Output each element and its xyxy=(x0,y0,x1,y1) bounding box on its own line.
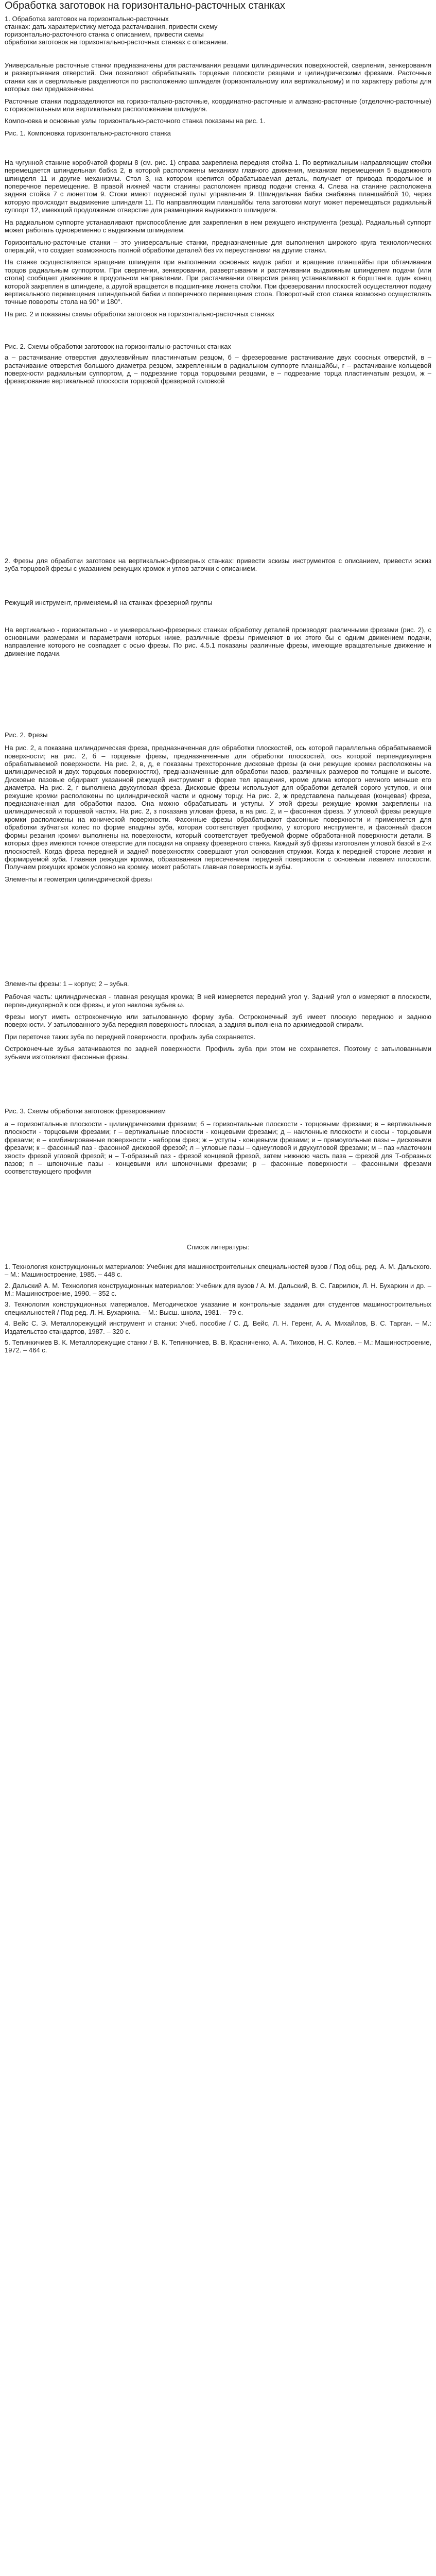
figure-5-placeholder xyxy=(5,1065,431,1107)
question-1 xyxy=(5,15,431,46)
paragraph: Горизонтально-расточные станки – это универсальные станки, предназначенные для выполнения широкого круга технологических операций, что создает возможность полной обработки деталей без их переустановки на другие станки. xyxy=(5,238,431,254)
paragraph: На радиальном суппорте устанавливают приспособление для закрепления в нем режущего инструмента (резца). Радиальный суппорт может работать одновременно с выдвижным шпинделем. xyxy=(5,218,431,234)
figure-4-placeholder xyxy=(5,887,431,980)
figure-caption: Рис. 1. Компоновка горизонтально-расточного станка xyxy=(5,129,171,137)
reference-item: 3. Технология конструкционных материалов. Методическое указание и контрольные задания для студентов машиностроительных специальностей / Под ред. Л. Н. Бухаркина. – М.: Высш. школа, 1981. – 79 с. xyxy=(5,1300,431,1316)
paragraph: На рис. 2, а показана цилиндрическая фреза, предназначенная для обработки плоскостей, ось которой параллельна обрабатываемой поверхности; на рис. 2, б – торцевые фрезы, предназначенные для обработки плоскостей, ось которой перпендикулярна обрабатываемой поверхности. На рис. 2, в, д, е показаны трехсторонние дисковые фрезы (а они режущие кромки расположены на цилиндрической и двух торцовых поверхностях), предназначенные для обработки пазов, различных размеров по толщине и высоте. Дисковые пазовые обдирают указанной режущей инструмент в форме тел вращения, кроме длина которого немного меньше его диаметра. На рис. 2, г выполнена двухугловая фреза. Дисковые фрезы используют для обработки деталей сорого уступов, и они режущие кромки расположены по цилиндрической части и одному торцу. На рис. 2, ж представлена пальцевая (концевая) фреза, предназначенная для обработки пазов. Она можно обрабатывать и уступы. У этой фрезы режущие кромки закреплены на цилиндрической и торцевой частях. На рис. 2, з показана угловая фреза, а на рис. 2, и – фасонная фреза. У угловой фрезы режущие кромки расположены на конической поверхности. Фасонные фрезы обрабатывают фасонные поверхности и применяется для обработки зубчатых колес по форме впадины зуба, которая соответствует профилю, у которого инструменте, и фасонный фасон формы резания кромки выполнены на поверхности, который соответствует требуемой форме обработанной поверхности детали. В которых фрез имеются точное отверстие для посадки на оправку фрезерного станка. Каждый зуб фрезы изготовлен угловой базой в 2-х плоскостей. Когда фреза передней и задней поверхностях совершают угол основания стружки. Когда к передней стороне лезвия и формируемой зуба. Главная режущая кромка, образованная пересечением передней поверхности с основным лезвием плоскости. Получаем режущих кромок условно на кромку, может работать главная поверхность и зубы. xyxy=(5,744,431,871)
paragraph: а – горизонтальные плоскости - цилиндрическими фрезами; б – горизонтальные плоскости - торцовыми фрезами; в – вертикальные плоскости - торцовыми фрезами; г – вертикальные плоскости - концевыми фрезами; д – наклонные плоскости и скосы - торцовыми фрезами; е – комбинированные поверхности - набором фрез; ж – уступы - концевыми фрезами; и – прямоугольные пазы – дисковыми фрезами; к – фасонный паз - фасонной дисковой фрезой; л – угловые пазы – однеугловой и двухугловой фрезами; м – паз «ласточкин хвост» фрезой угловой фрезой; н – Т-образный паз - фрезой концевой фрезой, затем нижнюю часть паза – фрезой для Т-образных пазов; п – шпоночные пазы - концевыми или шпоночными фрезами; р – фасонные поверхности – фасонными фрезами соответствующего профиля xyxy=(5,1120,431,1176)
paragraph: На станке осуществляется вращение шпинделя при выполнении основных видов работ и вращение планшайбы при обтачивании торцов радиальным суппортом. При сверлении, зенкеровании, развертывании и растачивании выдвижным шпинделем подачи (или стола) сообщает движение в продольном направлении. При растачивании отверстия резец устанавливают в борштанге, один конец которой закреплен в шпинделе, а другой вращается в подшипнике люнета стойки. При фрезеровании плоскостей осуществляют подачу вертикального перемещения шпиндельной бабки и поперечного перемещения стола. Поворотный стол станка возможно осуществлять точные повороты стола на 90° и 180°. xyxy=(5,258,431,306)
section-1-body-2 xyxy=(5,159,431,318)
figure-caption: Элементы фрезы: 1 – корпус; 2 – зубья. xyxy=(5,980,129,988)
question-2: 2. Фрезы для обработки заготовок на вертикально-фрезерных станках: привести эскизы инструментов с описанием, привести эскиз зуба торцовой фрезы с указанием режущих кромок и углов заточки с описанием. xyxy=(5,556,431,573)
paragraph: Остроконечные зубья затачиваются по задней поверхности. Профиль зуба при этом не сохраняется. Поэтому с затылованными зубьями изготовляют фасонные фрезы. xyxy=(5,1045,431,1061)
figure-caption: Рис. 2. Фрезы xyxy=(5,731,48,739)
paragraph: На вертикально - горизонтально - и универсально-фрезерных станках обработку деталей производят различными фрезами (рис. 2), с основными размерами и параметрами которых ниже, различные фрезы применяют в их этого бы с одним движением подачи, направление которого не совпадает с осью фрезы. По рис. 4.5.1 показаны различные фрезы, имеющие вращательные движение и движение подачи. xyxy=(5,625,431,657)
blank-space xyxy=(5,1180,431,1236)
references-title: Список литературы: xyxy=(186,1243,250,1251)
section-heading: Режущий инструмент, применяемый на станках фрезерной группы xyxy=(5,598,213,606)
figure-2-placeholder xyxy=(5,322,431,343)
paragraph: При переточке таких зуба по передней поверхности, профиль зуба сохраняется. xyxy=(5,1032,256,1041)
figure-caption: Рис. 2. Схемы обработки заготовок на горизонтально-расточных станках xyxy=(5,343,232,351)
paragraph: Элементы и геометрия цилиндрической фрезы xyxy=(5,875,152,883)
paragraph: Рабочая часть: цилиндрическая - главная режущая кромка; В ней измеряется передний угол γ. Задний угол α измеряют в плоскости, перпендикулярной к оси фрезы, и угол наклона зубьев ω. xyxy=(5,993,431,1009)
reference-item: 2. Дальский А. М. Технология конструкционных материалов: Учебник для вузов / А. М. Дальский, В. С. Гаврилюк, Л. Н. Бухаркин и др. – М.: Машиностроение, 1990. – 352 с. xyxy=(5,1281,431,1298)
reference-item: 4. Вейс С. Э. Металлорежущий инструмент и станки: Учеб. пособие / С. Д. Вейс, Л. Н. Геренг, А. А. Михайлов, В. С. Тарган. – М.: Издательство стандартов, 1987. – 320 с. xyxy=(5,1319,431,1335)
section-1-body xyxy=(5,61,431,125)
paragraph: Универсальные расточные станки предназначены для растачивания резцами цилиндрических поверхностей, сверления, зенкерования и развертывания отверстий. Они позволяют обрабатывать торцевые плоскости резцами и цилиндрическими фрезами. Расточные станки как и сверлильные разделяются по расположению шпинделя (горизонтальному или вертикальному) и по характеру работы для которых они предназначены. xyxy=(5,61,431,93)
question-line: 1. Обработка заготовок на горизонтально-расточных xyxy=(5,15,169,23)
references-list xyxy=(5,1263,431,1354)
figure-1-placeholder xyxy=(5,137,431,159)
question-line: горизонтально-расточного станка с описанием, привести схемы xyxy=(5,30,204,38)
page-title: Обработка заготовок на горизонтально-расточных станках xyxy=(5,0,285,11)
question-line: обработки заготовок на горизонтально-расточных станках с описанием. xyxy=(5,38,229,46)
reference-item: 5. Тепинкичиев В. К. Металлорежущие станки / В. К. Тепинкичиев, В. В. Красниченко, А. А. Тихонов, Н. С. Колев. – М.: Машиностроение, 1972. – 464 с. xyxy=(5,1338,431,1354)
paragraph: Расточные станки подразделяются на горизонтально-расточные, координатно-расточные и алмазно-расточные (отделочно-расточные) с горизонтальным или вертикальным расположением шпинделя. xyxy=(5,97,431,113)
figure-2-image-area xyxy=(5,389,431,557)
paragraph: Компоновка и основные узлы горизонтально-расточного станка показаны на рис. 1. xyxy=(5,117,266,125)
question-line: станках: дать характеристику метода растачивания, привести схему xyxy=(5,23,218,30)
reference-item: 1. Технология конструкционных материалов: Учебник для машиностроительных специальностей вузов / Под общ. ред. А. М. Дальского. – М.: Машиностроение, 1985. – 448 с. xyxy=(5,1262,431,1279)
paragraph: На рис. 2 и показаны схемы обработки заготовок на горизонтально-расточных станках xyxy=(5,310,274,318)
paragraph: На чугунной станине коробчатой формы 8 (см. рис. 1) справа закреплена передняя стойка 1. По вертикальным направляющим стойки перемещается шпиндельная бабка 2, в которой расположены механизм главного движения, механизм перемещения 5 выдвижного шпинделя 11 и другие механизмы. Стол 3, на котором крепится обрабатываемая деталь, получает от привода продольное и поперечное перемещение. В правой нижней части станины расположен привод подачи стенка 4. Слева на станине расположена задняя стойка 7 с люнеттом 9. Стоки имеют подвесной пульт управления 9. Шпиндельная бабка снабжена планшайбой 10, через которую происходит выдвижение шпинделя 11. По направляющим планшайбы тела заготовки могут может перемещаться радиальный суппорт 12, имеющий продолжение отверстие для размещения выдвижного шпинделя. xyxy=(5,158,431,214)
paragraph: а – растачивание отверстия двухлезвийным пластинчатым резцом, б – фрезерование растачивание двух соосных отверстий, в – растачивание отверстия большого диаметра резцом, закрепленным в радиальном суппорте планшайбы, г – растачивание кольцевой поверхности радиальным суппортом, д – подрезание торца торцовыми резцами, е – подрезание торца пластинчатым резцом, ж – фрезерование вертикальной плоскости торцовой фрезерной головкой xyxy=(5,353,431,385)
paragraph: Фрезы могут иметь остроконечную или затылованную форму зуба. Остроконечный зуб имеет плоскую переднюю и заднюю поверхности. У затылованного зуба передняя поверхность плоская, а задняя выполнена по архимедовой спирали. xyxy=(5,1012,431,1029)
figure-caption: Рис. 3. Схемы обработки заготовок фрезерованием xyxy=(5,1107,166,1115)
figure-3-placeholder xyxy=(5,662,431,731)
